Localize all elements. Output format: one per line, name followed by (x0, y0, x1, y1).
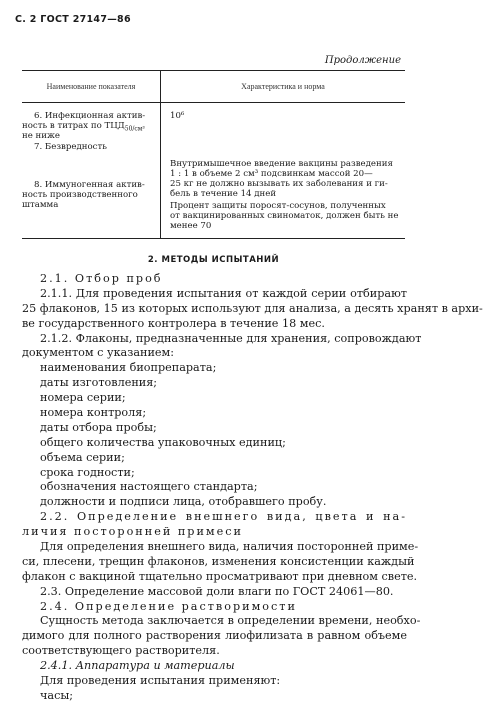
body-line: димого для полного растворения лиофилизата в равном объеме (22, 629, 407, 643)
methods-body (22, 272, 483, 704)
table-header-rule (22, 102, 405, 103)
body-line: 25 флаконов, 15 из которых используют для анализа, а десять хранят в архи- (22, 301, 483, 315)
body-line: документом с указанием: (22, 346, 175, 360)
row8-name-line3: штамма (22, 200, 59, 210)
indicators-table (22, 70, 405, 238)
row8-value-line1: Процент защиты поросят-сосунов, полученных (170, 201, 386, 211)
col1-header: Наименование показателя (46, 82, 136, 91)
body-line: 2.1.2. Флаконы, предназначенные для хранения, сопровождают (40, 331, 422, 345)
row6-value: 10⁶ (170, 111, 185, 121)
table-column-divider (160, 70, 161, 238)
table-bottom-rule (22, 238, 405, 239)
row8-value-line3: менее 70 (170, 221, 212, 231)
list-item: обозначения настоящего стандарта; (40, 480, 258, 494)
body-line: Для проведения испытания применяют: (40, 674, 281, 688)
list-item: номера контроля; (40, 406, 147, 420)
row7-value-line1: Внутримышечное введение вакцины разведения (170, 159, 393, 169)
body-line: ве государственного контролера в течение 18 мес. (22, 316, 325, 330)
page-header: С. 2 ГОСТ 27147—86 (15, 14, 131, 25)
list-item: часы; (40, 688, 74, 702)
list-item: объема серии; (40, 450, 125, 464)
row6-name-line2: ность в титрах по $ТЦД_{50/см^3}$ (22, 121, 145, 133)
row8-name-line1: 8. Иммуногенная актив- (34, 180, 145, 190)
list-item: даты изготовления; (40, 376, 158, 390)
row8-name-line2: ность производственного (22, 190, 138, 200)
row7-name: 7. Безвредность (34, 142, 107, 152)
tcd-subscript: 50/см³ (124, 125, 145, 133)
body-line: Для определения внешнего вида, наличия посторонней приме- (40, 540, 419, 554)
body-line: соответствующего растворителя. (22, 644, 220, 658)
list-item: общего количества упаковочных единиц; (40, 435, 286, 449)
body-line: си, плесени, трещин флаконов, изменения консистенции каждый (22, 554, 415, 568)
list-item: срока годности; (40, 465, 135, 479)
col2-header: Характеристика и норма (241, 82, 325, 91)
body-line: 2.3. Определение массовой доли влаги по ГОСТ 24061—80. (40, 584, 394, 598)
body-line: флакон с вакциной тщательно просматривают при дневном свете. (22, 569, 418, 583)
heading-2-1: 2.1. Отбор проб (40, 272, 163, 285)
body-line: 2.1.1. Для проведения испытания от каждой серии отбирают (40, 286, 407, 300)
heading-2-4: 2.4. Определение растворимости (40, 599, 297, 613)
heading-2-4-1: 2.4.1. Аппаратура и материалы (40, 659, 235, 673)
list-item: наименования биопрепарата; (40, 361, 217, 375)
list-item: номера серии; (40, 391, 126, 405)
list-item: даты отбора пробы; (40, 420, 157, 434)
list-item: должности и подписи лица, отобравшего пробу. (40, 495, 327, 509)
row7-value-line4: бель в течение 14 дней (170, 189, 277, 199)
heading-2-2: 2.2. Определение внешнего вида, цвета и на- (40, 510, 407, 524)
row6-name-line1: 6. Инфекционная актив- (34, 111, 146, 121)
row7-value-line2: 1 : 1 в объеме 2 см³ подсвинкам массой 20— (170, 169, 373, 179)
heading-2-2-cont: личия посторонней примеси (22, 525, 243, 539)
row7-value-line3: 25 кг не должно вызывать их заболевания и ги- (170, 179, 388, 189)
section-title: 2. МЕТОДЫ ИСПЫТАНИЙ (147, 255, 280, 265)
body-line: Сущность метода заключается в определении времени, необхо- (40, 614, 421, 628)
row6-name-line3: не ниже (22, 131, 60, 141)
continuation-label: Продолжение (324, 55, 401, 66)
row8-value-line2: от вакцинированных свиноматок, должен быть не (170, 211, 399, 221)
table-top-rule (22, 70, 405, 71)
